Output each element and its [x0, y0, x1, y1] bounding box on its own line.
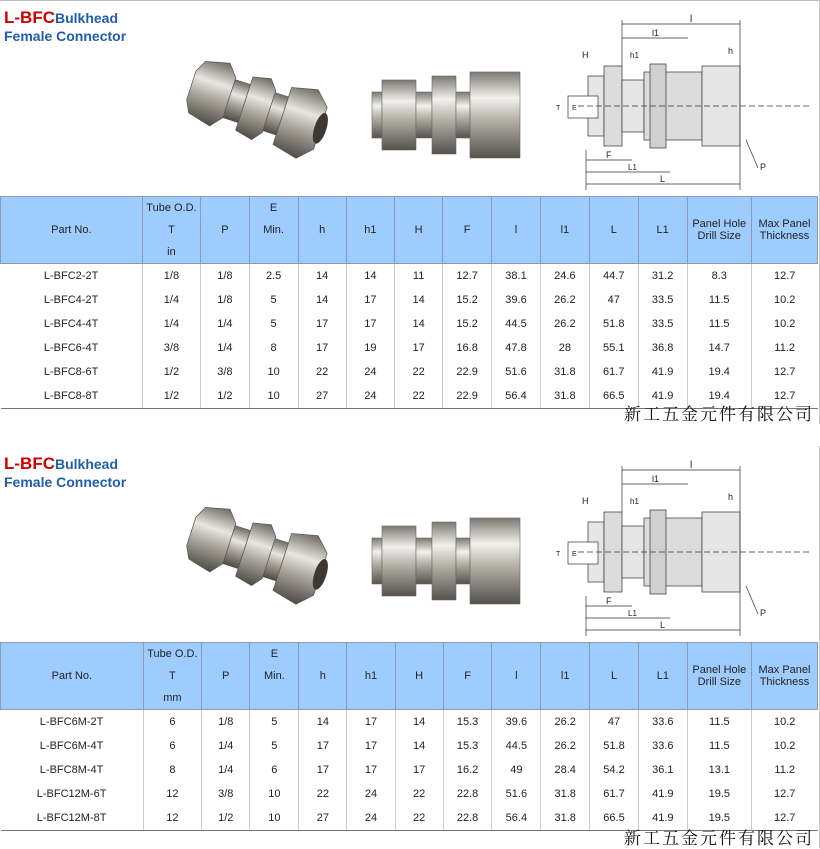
table-cell: 13.1 — [687, 758, 751, 782]
col-L1: L1 — [638, 643, 687, 710]
table-cell: 17 — [347, 734, 395, 758]
part-number-cell: L-BFC8-8T — [1, 384, 143, 409]
table-cell: 19.5 — [687, 782, 751, 806]
table-cell: 11.2 — [751, 758, 817, 782]
col-p: P — [202, 643, 250, 710]
table-cell: 28.4 — [541, 758, 590, 782]
table-cell: 47 — [590, 710, 639, 735]
table-row — [1, 360, 818, 384]
col-l1: l1 — [540, 197, 589, 264]
table-cell: 12.7 — [443, 264, 492, 289]
table-cell: 51.8 — [589, 312, 638, 336]
spec-table-body-metric — [1, 710, 818, 831]
table-cell: 36.1 — [638, 758, 687, 782]
table-cell: 24.6 — [540, 264, 589, 289]
table-cell: 11 — [395, 264, 443, 289]
table-cell: 10.2 — [751, 312, 817, 336]
table-cell: 1/4 — [201, 336, 249, 360]
table-cell: 22.8 — [443, 782, 492, 806]
dim-label-L1: L1 — [628, 609, 637, 618]
dim-label-h1: h1 — [630, 497, 639, 506]
spec-table-body-inch — [1, 264, 818, 409]
dim-label-T: T — [556, 105, 561, 112]
table-cell: 3/8 — [142, 336, 201, 360]
table-cell: 5 — [249, 288, 298, 312]
table-cell: 26.2 — [541, 710, 590, 735]
table-cell: 8 — [249, 336, 298, 360]
table-cell: 41.9 — [638, 782, 687, 806]
table-row — [1, 782, 818, 806]
part-number-cell: L-BFC12M-6T — [36, 788, 107, 800]
part-number-cell: L-BFC4-4T — [43, 318, 99, 330]
dim-label-h: h — [728, 46, 734, 56]
table-row — [1, 312, 818, 336]
col-e-min: E Min. — [250, 643, 299, 710]
table-cell: 5 — [250, 734, 299, 758]
col-H: H — [395, 643, 443, 710]
table-cell: 14 — [395, 312, 443, 336]
table-cell: 14 — [346, 264, 394, 289]
table-cell: 1/4 — [202, 734, 250, 758]
table-cell: 12 — [143, 806, 201, 831]
table-cell: 6 — [250, 758, 299, 782]
table-cell: 2.5 — [249, 264, 298, 289]
table-cell: 33.6 — [638, 710, 687, 735]
col-max-panel: Max Panel Thickness — [751, 643, 817, 710]
col-panel-hole: Panel Hole Drill Size — [687, 197, 751, 264]
table-cell: 15.3 — [443, 734, 492, 758]
table-cell: 6 — [143, 710, 201, 735]
table-cell: 47.8 — [492, 336, 541, 360]
part-number-cell: L-BFC4-2T — [43, 294, 99, 306]
table-cell: 27 — [299, 806, 347, 831]
table-cell: 26.2 — [540, 288, 589, 312]
table-cell: 39.6 — [492, 288, 541, 312]
dim-label-l1: l1 — [652, 474, 660, 484]
col-F: F — [443, 197, 492, 264]
dim-label-E: E — [572, 105, 577, 112]
col-tube-od: Tube O.D. T in — [142, 197, 201, 264]
table-cell: 17 — [347, 758, 395, 782]
product-title — [4, 454, 126, 490]
table-cell: 17 — [395, 336, 443, 360]
table-cell: 10.2 — [751, 710, 817, 735]
col-l: l — [492, 197, 541, 264]
table-cell: 16.8 — [443, 336, 492, 360]
dim-label-P: P — [760, 162, 767, 172]
col-p: P — [201, 197, 249, 264]
part-number-cell: L-BFC2-2T — [43, 270, 99, 282]
table-cell: 44.7 — [589, 264, 638, 289]
table-cell: 3/8 — [201, 360, 249, 384]
col-e-min: E Min. — [249, 197, 298, 264]
dim-label-T: T — [556, 551, 561, 558]
connector-photo-angled — [184, 58, 330, 168]
table-cell: 3/8 — [202, 782, 250, 806]
col-max-panel: Max Panel Thickness — [751, 197, 817, 264]
table-cell: 56.4 — [492, 384, 541, 409]
table-cell: 22 — [298, 360, 346, 384]
dim-label-F: F — [606, 596, 612, 606]
table-cell: 19.4 — [687, 384, 751, 409]
dim-label-h1: h1 — [630, 51, 639, 60]
table-cell: 1/8 — [201, 264, 249, 289]
table-cell: 54.2 — [590, 758, 639, 782]
part-number-cell: L-BFC6-4T — [43, 342, 99, 354]
company-name: 新工五金元件有限公司 — [624, 829, 814, 849]
table-cell: 17 — [299, 734, 347, 758]
product-name-line1: Bulkhead — [54, 456, 118, 472]
table-cell: 1/8 — [142, 264, 201, 289]
connector-photo-side — [370, 70, 522, 160]
table-cell: 11.5 — [687, 312, 751, 336]
dim-label-H: H — [582, 496, 589, 506]
table-cell: 15.2 — [443, 288, 492, 312]
dim-label-l1: l1 — [652, 28, 660, 38]
connector-photo-side — [370, 516, 522, 606]
table-cell: 22 — [395, 782, 443, 806]
table-cell: 11.5 — [687, 734, 751, 758]
table-cell: 1/4 — [202, 758, 250, 782]
dim-label-E: E — [572, 551, 577, 558]
table-cell: 1/4 — [201, 312, 249, 336]
table-cell: 10.2 — [751, 288, 817, 312]
table-cell: 14 — [298, 264, 346, 289]
dim-label-H: H — [582, 50, 589, 60]
table-cell: 49 — [492, 758, 541, 782]
table-cell: 12.7 — [751, 384, 817, 409]
table-cell: 17 — [347, 710, 395, 735]
part-number-cell: L-BFC8M-4T — [39, 764, 104, 776]
table-cell: 24 — [347, 782, 395, 806]
col-l: l — [492, 643, 541, 710]
table-cell: 22 — [395, 360, 443, 384]
table-cell: 27 — [298, 384, 346, 409]
dim-label-L: L — [660, 174, 666, 184]
table-cell: 33.5 — [638, 312, 687, 336]
table-cell: 17 — [298, 312, 346, 336]
table-cell: 1/8 — [202, 710, 250, 735]
table-cell: 19 — [346, 336, 394, 360]
company-name: 新工五金元件有限公司 — [624, 405, 814, 425]
table-cell: 26.2 — [540, 312, 589, 336]
dim-label-h: h — [728, 492, 734, 502]
table-cell: 6 — [143, 734, 201, 758]
table-cell: 10 — [250, 806, 299, 831]
table-cell: 11.5 — [687, 288, 751, 312]
product-title — [4, 8, 126, 44]
table-cell: 39.6 — [492, 710, 541, 735]
table-cell: 12.7 — [751, 360, 817, 384]
table-cell: 12.7 — [751, 782, 817, 806]
table-cell: 8 — [143, 758, 201, 782]
table-cell: 1/2 — [201, 384, 249, 409]
table-cell: 10 — [249, 360, 298, 384]
table-cell: 44.5 — [492, 734, 541, 758]
product-name-line2: Female Connector — [4, 474, 127, 491]
table-cell: 31.8 — [540, 360, 589, 384]
col-F: F — [443, 643, 492, 710]
section-metric — [0, 446, 820, 848]
table-cell: 24 — [346, 384, 394, 409]
table-cell: 22.8 — [443, 806, 492, 831]
table-cell: 24 — [346, 360, 394, 384]
col-h1: h1 — [347, 643, 395, 710]
table-cell: 5 — [250, 710, 299, 735]
table-cell: 56.4 — [492, 806, 541, 831]
spec-table-inch — [0, 196, 818, 409]
col-tube-od: Tube O.D. T mm — [143, 643, 201, 710]
col-h1: h1 — [346, 197, 394, 264]
table-cell: 17 — [346, 288, 394, 312]
table-cell: 36.8 — [638, 336, 687, 360]
col-h: h — [299, 643, 347, 710]
part-number-cell: L-BFC8-6T — [43, 366, 99, 378]
table-cell: 22 — [299, 782, 347, 806]
col-L: L — [589, 197, 638, 264]
spec-table-metric — [0, 642, 818, 831]
table-cell: 55.1 — [589, 336, 638, 360]
table-cell: 10 — [250, 782, 299, 806]
table-cell: 1/2 — [142, 360, 201, 384]
table-cell: 12.7 — [751, 806, 817, 831]
table-cell: 31.2 — [638, 264, 687, 289]
table-cell: 31.8 — [541, 806, 590, 831]
dim-label-P: P — [760, 608, 767, 618]
table-row — [1, 336, 818, 360]
part-number-cell: L-BFC6M-2T — [39, 716, 104, 728]
part-number-cell: L-BFC6M-4T — [39, 740, 104, 752]
table-row — [1, 758, 818, 782]
table-cell: 1/8 — [201, 288, 249, 312]
table-cell: 51.8 — [590, 734, 639, 758]
table-cell: 14 — [395, 710, 443, 735]
table-cell: 66.5 — [590, 806, 639, 831]
col-part-no: Part No. — [1, 643, 144, 710]
table-cell: 17 — [346, 312, 394, 336]
dim-label-l: l — [690, 14, 693, 25]
dim-label-L: L — [660, 620, 666, 630]
col-panel-hole: Panel Hole Drill Size — [687, 643, 751, 710]
dim-label-L1: L1 — [628, 163, 637, 172]
technical-drawing — [548, 456, 820, 642]
table-cell: 14 — [299, 710, 347, 735]
table-cell: 8.3 — [687, 264, 751, 289]
table-cell: 14 — [395, 734, 443, 758]
table-cell: 22 — [395, 806, 443, 831]
table-cell: 15.2 — [443, 312, 492, 336]
table-cell: 41.9 — [638, 384, 687, 409]
table-cell: 1/2 — [142, 384, 201, 409]
table-cell: 66.5 — [589, 384, 638, 409]
table-cell: 1/4 — [142, 288, 201, 312]
col-H: H — [395, 197, 443, 264]
col-h: h — [298, 197, 346, 264]
technical-drawing — [548, 10, 820, 196]
table-cell: 15.3 — [443, 710, 492, 735]
table-row — [1, 710, 818, 735]
dim-label-l: l — [690, 460, 693, 471]
product-code: L-BFC — [4, 8, 55, 27]
table-cell: 10 — [249, 384, 298, 409]
table-cell: 41.9 — [638, 360, 687, 384]
table-cell: 51.6 — [492, 360, 541, 384]
table-cell: 19.4 — [687, 360, 751, 384]
table-cell: 31.8 — [540, 384, 589, 409]
col-l1: l1 — [541, 643, 590, 710]
table-cell: 1/4 — [142, 312, 201, 336]
table-cell: 17 — [299, 758, 347, 782]
table-row — [1, 288, 818, 312]
table-cell: 11.5 — [687, 710, 751, 735]
table-cell: 61.7 — [590, 782, 639, 806]
table-row — [1, 734, 818, 758]
col-L: L — [590, 643, 639, 710]
table-cell: 1/2 — [202, 806, 250, 831]
table-cell: 51.6 — [492, 782, 541, 806]
table-cell: 19.5 — [687, 806, 751, 831]
table-cell: 14 — [298, 288, 346, 312]
table-cell: 61.7 — [589, 360, 638, 384]
table-cell: 24 — [347, 806, 395, 831]
table-cell: 33.5 — [638, 288, 687, 312]
table-cell: 38.1 — [492, 264, 541, 289]
table-cell: 5 — [249, 312, 298, 336]
table-cell: 33.6 — [638, 734, 687, 758]
table-cell: 22 — [395, 384, 443, 409]
col-L1: L1 — [638, 197, 687, 264]
col-part-no: Part No. — [1, 197, 143, 264]
section-inch — [0, 0, 820, 424]
product-code: L-BFC — [4, 454, 55, 473]
table-cell: 26.2 — [541, 734, 590, 758]
table-cell: 14 — [395, 288, 443, 312]
table-cell: 10.2 — [751, 734, 817, 758]
product-name-line2: Female Connector — [4, 28, 127, 45]
dim-label-F: F — [606, 150, 612, 160]
product-name-line1: Bulkhead — [54, 10, 118, 26]
table-cell: 31.8 — [541, 782, 590, 806]
table-cell: 12.7 — [751, 264, 817, 289]
part-number-cell: L-BFC12M-8T — [1, 806, 144, 831]
table-row — [1, 264, 818, 289]
table-cell: 14.7 — [687, 336, 751, 360]
table-cell: 41.9 — [638, 806, 687, 831]
table-cell: 16.2 — [443, 758, 492, 782]
table-cell: 12 — [143, 782, 201, 806]
table-cell: 28 — [540, 336, 589, 360]
connector-photo-angled — [184, 504, 330, 614]
table-cell: 17 — [298, 336, 346, 360]
table-cell: 22.9 — [443, 360, 492, 384]
table-cell: 44.5 — [492, 312, 541, 336]
table-cell: 22.9 — [443, 384, 492, 409]
table-cell: 11.2 — [751, 336, 817, 360]
table-cell: 47 — [589, 288, 638, 312]
table-cell: 17 — [395, 758, 443, 782]
